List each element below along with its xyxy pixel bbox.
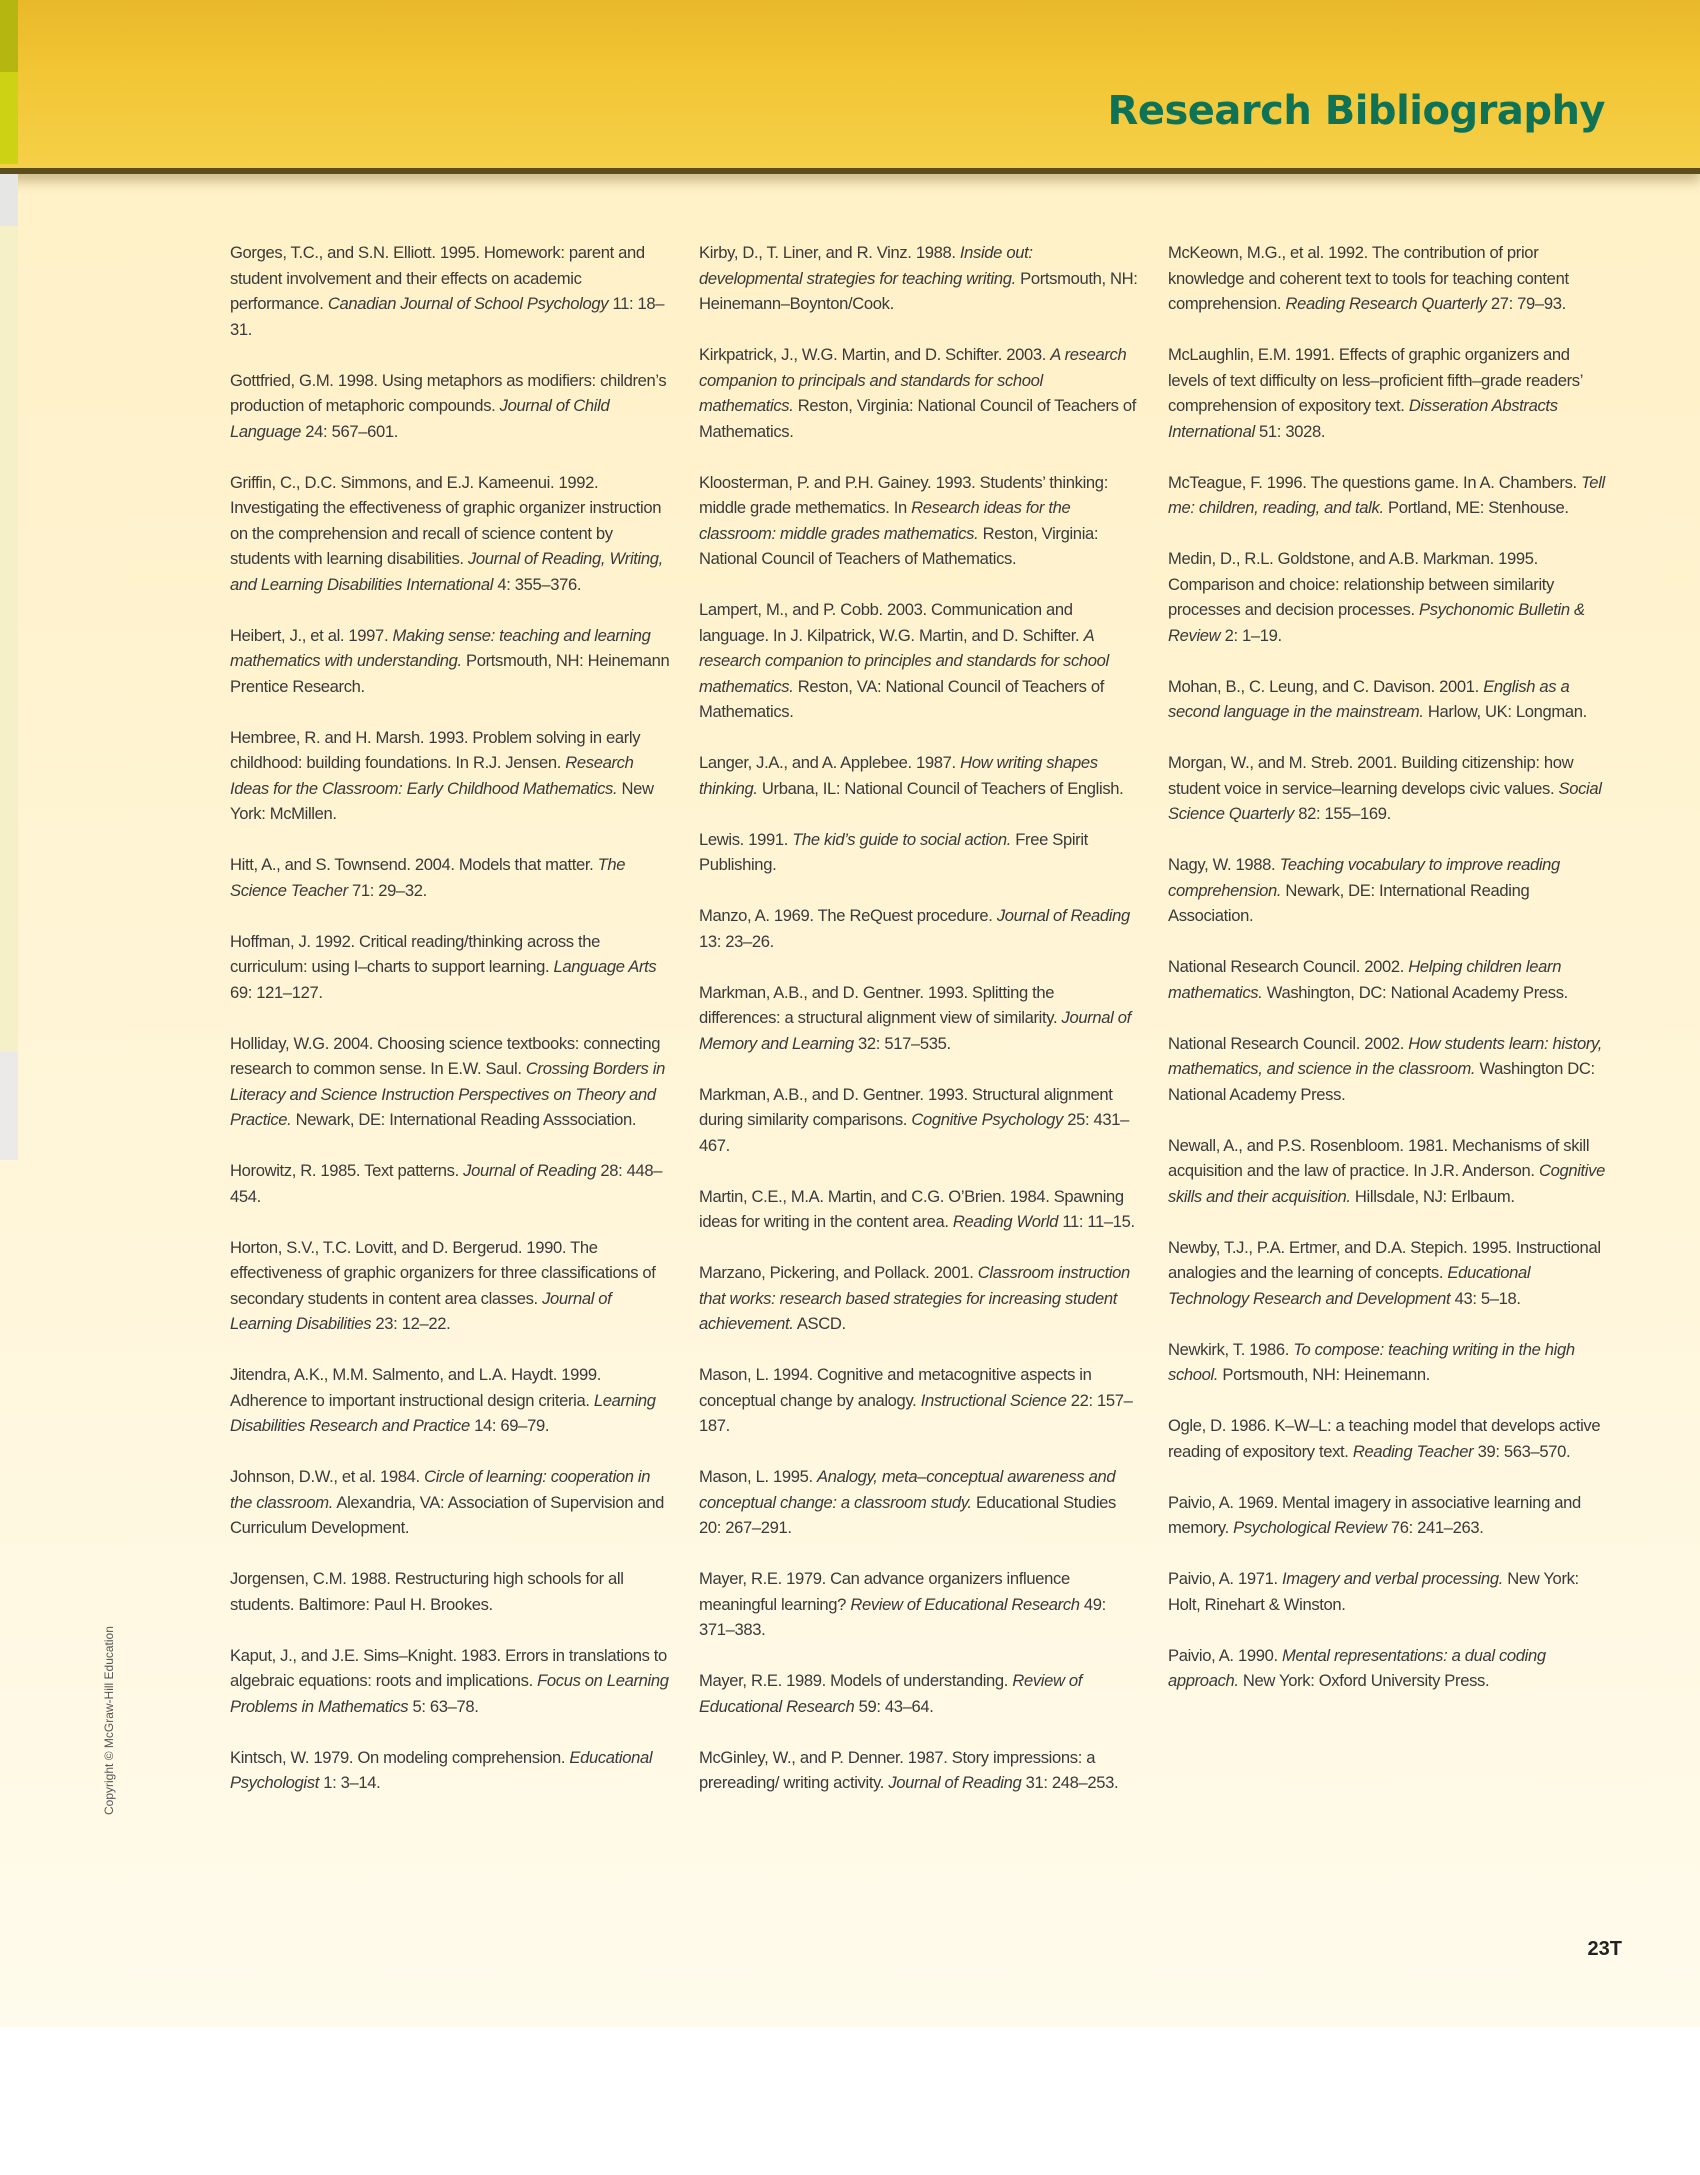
- entry-text: Paivio, A. 1971.: [1168, 1569, 1282, 1588]
- entry-title: Making sense: teaching and learning mathematics with understanding.: [230, 625, 651, 670]
- bibliography-entry: [1168, 1337, 1608, 1388]
- entry-title: Educational Technology Research and Development: [1168, 1263, 1531, 1308]
- entry-title: Journal of Reading: [463, 1161, 597, 1180]
- entry-title: Research Ideas for the Classroom: Early Childhood Mathematics.: [230, 753, 634, 798]
- entry-text: Medin, D., R.L. Goldstone, and A.B. Markman. 1995. Comparison and choice: relationship between similarity processes and decision processes.: [1168, 549, 1555, 619]
- entry-text: 1: 3–14.: [318, 1773, 381, 1792]
- entry-text: 23: 12–22.: [371, 1314, 451, 1333]
- entry-text: Marzano, Pickering, and Pollack. 2001.: [699, 1263, 978, 1282]
- entry-title: The Science Teacher: [230, 855, 626, 900]
- entry-text: McKeown, M.G., et al. 1992. The contribution of prior knowledge and coherent text to tools for teaching content comprehension.: [1168, 243, 1569, 313]
- bibliography-entry: [230, 623, 675, 700]
- bibliography-entry: [230, 470, 675, 598]
- entry-text: Portsmouth, NH: Heinemann–Boynton/Cook.: [699, 268, 1138, 313]
- edge-strip: [0, 174, 18, 226]
- entry-title: Journal of Reading: [888, 1773, 1022, 1792]
- page-number: 23T: [1587, 1938, 1622, 1960]
- bibliography-entry: [699, 750, 1139, 801]
- edge-strip: [0, 226, 18, 1052]
- bibliography-entry: [230, 1464, 675, 1541]
- entry-title: Helping children learn mathematics.: [1168, 957, 1562, 1002]
- entry-text: Johnson, D.W., et al. 1984.: [230, 1467, 425, 1486]
- entry-text: Reston, VA: National Council of Teachers of Mathematics.: [699, 676, 1104, 721]
- entry-text: Kirkpatrick, J., W.G. Martin, and D. Schifter. 2003.: [699, 345, 1051, 364]
- entry-text: 5: 63–78.: [408, 1696, 479, 1716]
- bibliography-entry: [699, 980, 1139, 1057]
- entry-text: Markman, A.B., and D. Gentner. 1993. Structural alignment during similarity comparisons.: [699, 1084, 1113, 1129]
- bibliography-entry: [699, 1184, 1139, 1235]
- entry-text: 14: 69–79.: [469, 1416, 550, 1435]
- entry-text: Harlow, UK: Longman.: [1423, 702, 1587, 721]
- bibliography-entry: [1168, 1031, 1608, 1108]
- entry-text: Ogle, D. 1986. K–W–L: a teaching model that develops active reading of expository text.: [1168, 1416, 1601, 1461]
- bibliography-entry: [1168, 1133, 1608, 1210]
- edge-tab: [0, 72, 18, 164]
- entry-text: Urbana, IL: National Council of Teachers of English.: [757, 778, 1124, 798]
- entry-text: 32: 517–535.: [853, 1033, 951, 1053]
- bibliography-entry: [699, 1745, 1139, 1796]
- entry-text: Hoffman, J. 1992. Critical reading/thinking across the curriculum: using I–charts to support learning.: [230, 931, 601, 976]
- entry-text: 13: 23–26.: [699, 931, 774, 951]
- entry-title: Psychonomic Bulletin & Review: [1168, 600, 1585, 645]
- entry-title: Psychological Review: [1233, 1518, 1387, 1537]
- entry-text: Horowitz, R. 1985. Text patterns.: [230, 1161, 464, 1180]
- entry-title: Cognitive Psychology: [911, 1110, 1063, 1129]
- bibliography-entry: [230, 852, 675, 903]
- entry-text: Holliday, W.G. 2004. Choosing science textbooks: connecting research to common sense. In E.W. Saul.: [230, 1033, 661, 1078]
- bibliography-entry: [699, 1362, 1139, 1439]
- entry-title: Review of Educational Research: [850, 1594, 1080, 1614]
- entry-title: How students learn: history, mathematics, and science in the classroom.: [1168, 1033, 1602, 1078]
- bibliography-entry: [230, 1643, 675, 1720]
- entry-title: Instructional Science: [920, 1390, 1067, 1410]
- bibliography-entry: [699, 903, 1139, 954]
- entry-text: Mohan, B., C. Leung, and C. Davison. 2001.: [1168, 676, 1484, 696]
- bibliography-entry: [1168, 674, 1608, 725]
- entry-title: Reading Teacher: [1352, 1441, 1474, 1461]
- entry-text: Mason, L. 1995.: [699, 1467, 818, 1486]
- entry-text: 76: 241–263.: [1386, 1518, 1484, 1537]
- entry-text: Gottfried, G.M. 1998. Using metaphors as modifiers: children’s production of metaphoric compounds.: [230, 370, 667, 415]
- entry-title: Teaching vocabulary to improve reading comprehension.: [1168, 855, 1560, 900]
- bibliography-entry: [1168, 852, 1608, 929]
- entry-text: Horton, S.V., T.C. Lovitt, and D. Bergerud. 1990. The effectiveness of graphic organizers for three classifications of secondary students in content area classes.: [230, 1237, 656, 1308]
- entry-text: Newark, DE: International Reading Association.: [1168, 880, 1530, 925]
- entry-text: 11: 11–15.: [1058, 1212, 1135, 1231]
- entry-title: To compose: teaching writing in the high school.: [1168, 1339, 1575, 1384]
- entry-title: Canadian Journal of School Psychology: [327, 294, 609, 313]
- entry-text: Portsmouth, NH: Heinemann.: [1218, 1365, 1431, 1384]
- entry-text: Mayer, R.E. 1989. Models of understanding.: [699, 1671, 1013, 1690]
- entry-title: Cognitive skills and their acquisition.: [1168, 1161, 1605, 1206]
- bibliography-entry: [1168, 1413, 1608, 1464]
- entry-text: McLaughlin, E.M. 1991. Effects of graphic organizers and levels of text difficulty on less–proficient fifth–grade readers’ comprehension of expository text.: [1168, 345, 1583, 415]
- entry-text: 43: 5–18.: [1450, 1288, 1521, 1308]
- edge-tab: [0, 0, 18, 72]
- bibliography-entry: [230, 240, 675, 342]
- bibliography-entry: [1168, 750, 1608, 827]
- bibliography-entry: [1168, 1643, 1608, 1694]
- entry-text: New York: Holt, Rinehart & Winston.: [1168, 1569, 1579, 1614]
- bibliography-entry: [230, 1158, 675, 1209]
- bibliography-entry: [699, 1668, 1139, 1719]
- bibliography-column-2: [699, 240, 1139, 1821]
- entry-title: Circle of learning: cooperation in the classroom.: [230, 1467, 651, 1512]
- entry-title: Learning Disabilities Research and Practice: [230, 1390, 656, 1435]
- entry-text: National Research Council. 2002.: [1168, 1033, 1409, 1053]
- entry-text: Morgan, W., and M. Streb. 2001. Building citizenship: how student voice in service–learning develops civic values.: [1168, 753, 1574, 798]
- bibliography-entry: [1168, 1566, 1608, 1617]
- bibliography-entry: [699, 827, 1139, 878]
- bibliography-entry: [230, 1566, 675, 1617]
- entry-title: Inside out: developmental strategies for teaching writing.: [699, 243, 1033, 288]
- entry-text: Nagy, W. 1988.: [1168, 855, 1280, 874]
- bibliography-entry: [1168, 954, 1608, 1005]
- entry-title: Imagery and verbal processing.: [1281, 1569, 1503, 1588]
- entry-title: Focus on Learning Problems in Mathematics: [230, 1671, 669, 1716]
- bibliography-entry: [699, 240, 1139, 317]
- bibliography-entry: [230, 725, 675, 827]
- bibliography-entry: [230, 1362, 675, 1439]
- entry-text: National Research Council. 2002.: [1168, 957, 1409, 976]
- entry-text: New York: McMillen.: [230, 778, 654, 823]
- entry-text: 71: 29–32.: [347, 880, 427, 900]
- entry-text: Manzo, A. 1969. The ReQuest procedure.: [699, 906, 997, 925]
- page-title: Research Bibliography: [1107, 88, 1605, 134]
- entry-title: Disseration Abstracts International: [1168, 396, 1558, 441]
- entry-title: Journal of Memory and Learning: [699, 1008, 1131, 1053]
- entry-text: 4: 355–376.: [493, 574, 582, 594]
- entry-title: The kid’s guide to social action.: [792, 829, 1011, 849]
- entry-title: Journal of Child Language: [230, 396, 610, 441]
- entry-text: 28: 448–454.: [230, 1161, 663, 1206]
- entry-text: Lampert, M., and P. Cobb. 2003. Communication and language. In J. Kilpatrick, W.G. Martin, and D. Schifter.: [699, 600, 1084, 645]
- entry-text: 24: 567–601.: [301, 421, 398, 441]
- bibliography-entry: [699, 342, 1139, 444]
- entry-text: Washington DC: National Academy Press.: [1168, 1059, 1595, 1104]
- entry-text: Kirby, D., T. Liner, and R. Vinz. 1988.: [699, 243, 960, 262]
- bibliography-entry: [1168, 342, 1608, 444]
- entry-title: Reading Research Quarterly: [1285, 294, 1487, 313]
- bibliography-entry: [1168, 1235, 1608, 1312]
- entry-title: Tell me: children, reading, and talk.: [1168, 472, 1605, 517]
- entry-text: Alexandria, VA: Association of Supervision and Curriculum Development.: [230, 1492, 665, 1537]
- entry-text: 2: 1–19.: [1220, 625, 1282, 645]
- entry-text: Portland, ME: Stenhouse.: [1383, 498, 1569, 517]
- bibliography-column-3: [1168, 240, 1608, 1719]
- entry-text: 49: 371–383.: [699, 1594, 1106, 1639]
- entry-text: Griffin, C., D.C. Simmons, and E.J. Kameenui. 1992. Investigating the effectiveness of graphic organizer instruction on the comprehension and recall of science content by students with learning disabilities.: [230, 472, 662, 568]
- entry-title: Language Arts: [553, 957, 657, 976]
- entry-title: Educational Psychologist: [230, 1747, 653, 1792]
- bibliography-entry: [230, 368, 675, 445]
- entry-text: 11: 18–31.: [230, 294, 665, 339]
- bibliography-entry: [699, 597, 1139, 725]
- entry-title: Classroom instruction that works: research based strategies for increasing student achievement.: [699, 1263, 1130, 1333]
- entry-text: 22: 157–187.: [699, 1390, 1133, 1435]
- entry-title: Journal of Reading: [996, 906, 1130, 925]
- bibliography-entry: [699, 1566, 1139, 1643]
- entry-text: Paivio, A. 1990.: [1168, 1645, 1282, 1665]
- entry-text: Langer, J.A., and A. Applebee. 1987.: [699, 753, 961, 772]
- entry-text: Educational Studies 20: 267–291.: [699, 1492, 1116, 1537]
- entry-text: Free Spirit Publishing.: [699, 829, 1088, 874]
- bibliography-entry: [699, 1082, 1139, 1159]
- entry-text: Washington, DC: National Academy Press.: [1262, 982, 1568, 1002]
- entry-text: Kloosterman, P. and P.H. Gainey. 1993. Students’ thinking: middle grade methematics. In: [699, 472, 1108, 517]
- bibliography-entry: [699, 470, 1139, 572]
- bibliography-column-1: [230, 240, 675, 1821]
- entry-text: 39: 563–570.: [1473, 1441, 1571, 1461]
- entry-text: Mayer, R.E. 1979. Can advance organizers influence meaningful learning?: [699, 1569, 1070, 1614]
- entry-text: Martin, C.E., M.A. Martin, and C.G. O’Brien. 1984. Spawning ideas for writing in the content area.: [699, 1186, 1124, 1231]
- entry-title: Review of Educational Research: [699, 1671, 1083, 1716]
- bibliography-entry: [230, 1745, 675, 1796]
- entry-text: Lewis. 1991.: [699, 829, 793, 849]
- entry-text: McTeague, F. 1996. The questions game. In A. Chambers.: [1168, 472, 1582, 492]
- bibliography-entry: [699, 1260, 1139, 1337]
- entry-title: Research ideas for the classroom: middle grades mathematics.: [699, 498, 1071, 543]
- entry-text: New York: Oxford University Press.: [1238, 1671, 1490, 1690]
- entry-text: Gorges, T.C., and S.N. Elliott. 1995. Homework: parent and student involvement and their effects on academic performance.: [230, 243, 645, 313]
- entry-text: Mason, L. 1994. Cognitive and metacognitive aspects in conceptual change by analogy.: [699, 1365, 1092, 1410]
- entry-text: 51: 3028.: [1254, 421, 1326, 441]
- entry-text: 69: 121–127.: [230, 982, 323, 1002]
- bibliography-entry: [230, 929, 675, 1006]
- bibliography-entry: [699, 1464, 1139, 1541]
- entry-text: Kaput, J., and J.E. Sims–Knight. 1983. Errors in translations to algebraic equations: roots and implications.: [230, 1645, 667, 1690]
- entry-title: A research companion to principals and standards for school mathematics.: [699, 345, 1127, 415]
- entry-title: Analogy, meta–conceptual awareness and conceptual change: a classroom study.: [699, 1467, 1116, 1512]
- entry-text: Kintsch, W. 1979. On modeling comprehension.: [230, 1747, 570, 1767]
- bibliography-entry: [230, 1235, 675, 1337]
- entry-text: Newark, DE: International Reading Asssociation.: [291, 1110, 637, 1129]
- bibliography-entry: [230, 1031, 675, 1133]
- entry-text: Markman, A.B., and D. Gentner. 1993. Splitting the differences: a structural alignment view of similarity.: [699, 982, 1062, 1027]
- entry-text: Jitendra, A.K., M.M. Salmento, and L.A. Haydt. 1999. Adherence to important instructional design criteria.: [230, 1365, 602, 1410]
- entry-text: 25: 431–467.: [699, 1110, 1130, 1155]
- entry-text: Hitt, A., and S. Townsend. 2004. Models that matter.: [230, 855, 598, 874]
- entry-text: McGinley, W., and P. Denner. 1987. Story impressions: a prereading/ writing activity.: [699, 1747, 1096, 1792]
- entry-text: Reston, Virginia: National Council of Teachers of Mathematics.: [699, 396, 1137, 441]
- entry-text: 27: 79–93.: [1486, 294, 1566, 313]
- entry-text: Newkirk, T. 1986.: [1168, 1339, 1294, 1359]
- entry-text: Jorgensen, C.M. 1988. Restructuring high schools for all students. Baltimore: Paul H. Brookes.: [230, 1569, 624, 1614]
- entry-text: Hillsdale, NJ: Erlbaum.: [1350, 1186, 1515, 1206]
- entry-text: 82: 155–169.: [1293, 804, 1391, 823]
- entry-text: Newall, A., and P.S. Rosenbloom. 1981. Mechanisms of skill acquisition and the law of practice. In J.R. Anderson.: [1168, 1135, 1590, 1180]
- entry-text: ASCD.: [793, 1314, 846, 1333]
- entry-title: English as a second language in the mainstream.: [1168, 676, 1570, 721]
- entry-title: Social Science Quarterly: [1168, 778, 1602, 823]
- entry-title: Journal of Learning Disabilities: [230, 1288, 612, 1333]
- entry-text: Hembree, R. and H. Marsh. 1993. Problem solving in early childhood: building foundations. In R.J. Jensen.: [230, 727, 641, 772]
- bibliography-entry: [1168, 546, 1608, 648]
- bibliography-entry: [1168, 470, 1608, 521]
- edge-strip: [0, 1052, 18, 1160]
- entry-title: Crossing Borders in Literacy and Science Instruction Perspectives on Theory and Practice.: [230, 1059, 665, 1129]
- entry-text: Reston, Virginia: National Council of Teachers of Mathematics.: [699, 523, 1099, 568]
- entry-title: Reading World: [952, 1212, 1059, 1231]
- entry-title: A research companion to principles and standards for school mathematics.: [699, 625, 1109, 696]
- entry-text: 31: 248–253.: [1021, 1773, 1119, 1792]
- bibliography-entry: [1168, 240, 1608, 317]
- entry-text: Portsmouth, NH: Heinemann Prentice Research.: [230, 651, 670, 696]
- entry-text: 59: 43–64.: [854, 1696, 934, 1716]
- entry-text: Newby, T.J., P.A. Ertmer, and D.A. Stepich. 1995. Instructional analogies and the learning of concepts.: [1168, 1237, 1601, 1282]
- entry-title: How writing shapes thinking.: [699, 753, 1098, 798]
- entry-title: Mental representations: a dual coding approach.: [1168, 1645, 1546, 1690]
- entry-text: Heibert, J., et al. 1997.: [230, 625, 393, 645]
- header-band: [0, 0, 1700, 174]
- entry-title: Journal of Reading, Writing, and Learning Disabilities International: [230, 549, 663, 594]
- bibliography-entry: [1168, 1490, 1608, 1541]
- entry-text: Paivio, A. 1969. Mental imagery in associative learning and memory.: [1168, 1492, 1581, 1537]
- copyright-notice: Copyright © McGraw-Hill Education: [102, 1626, 116, 1815]
